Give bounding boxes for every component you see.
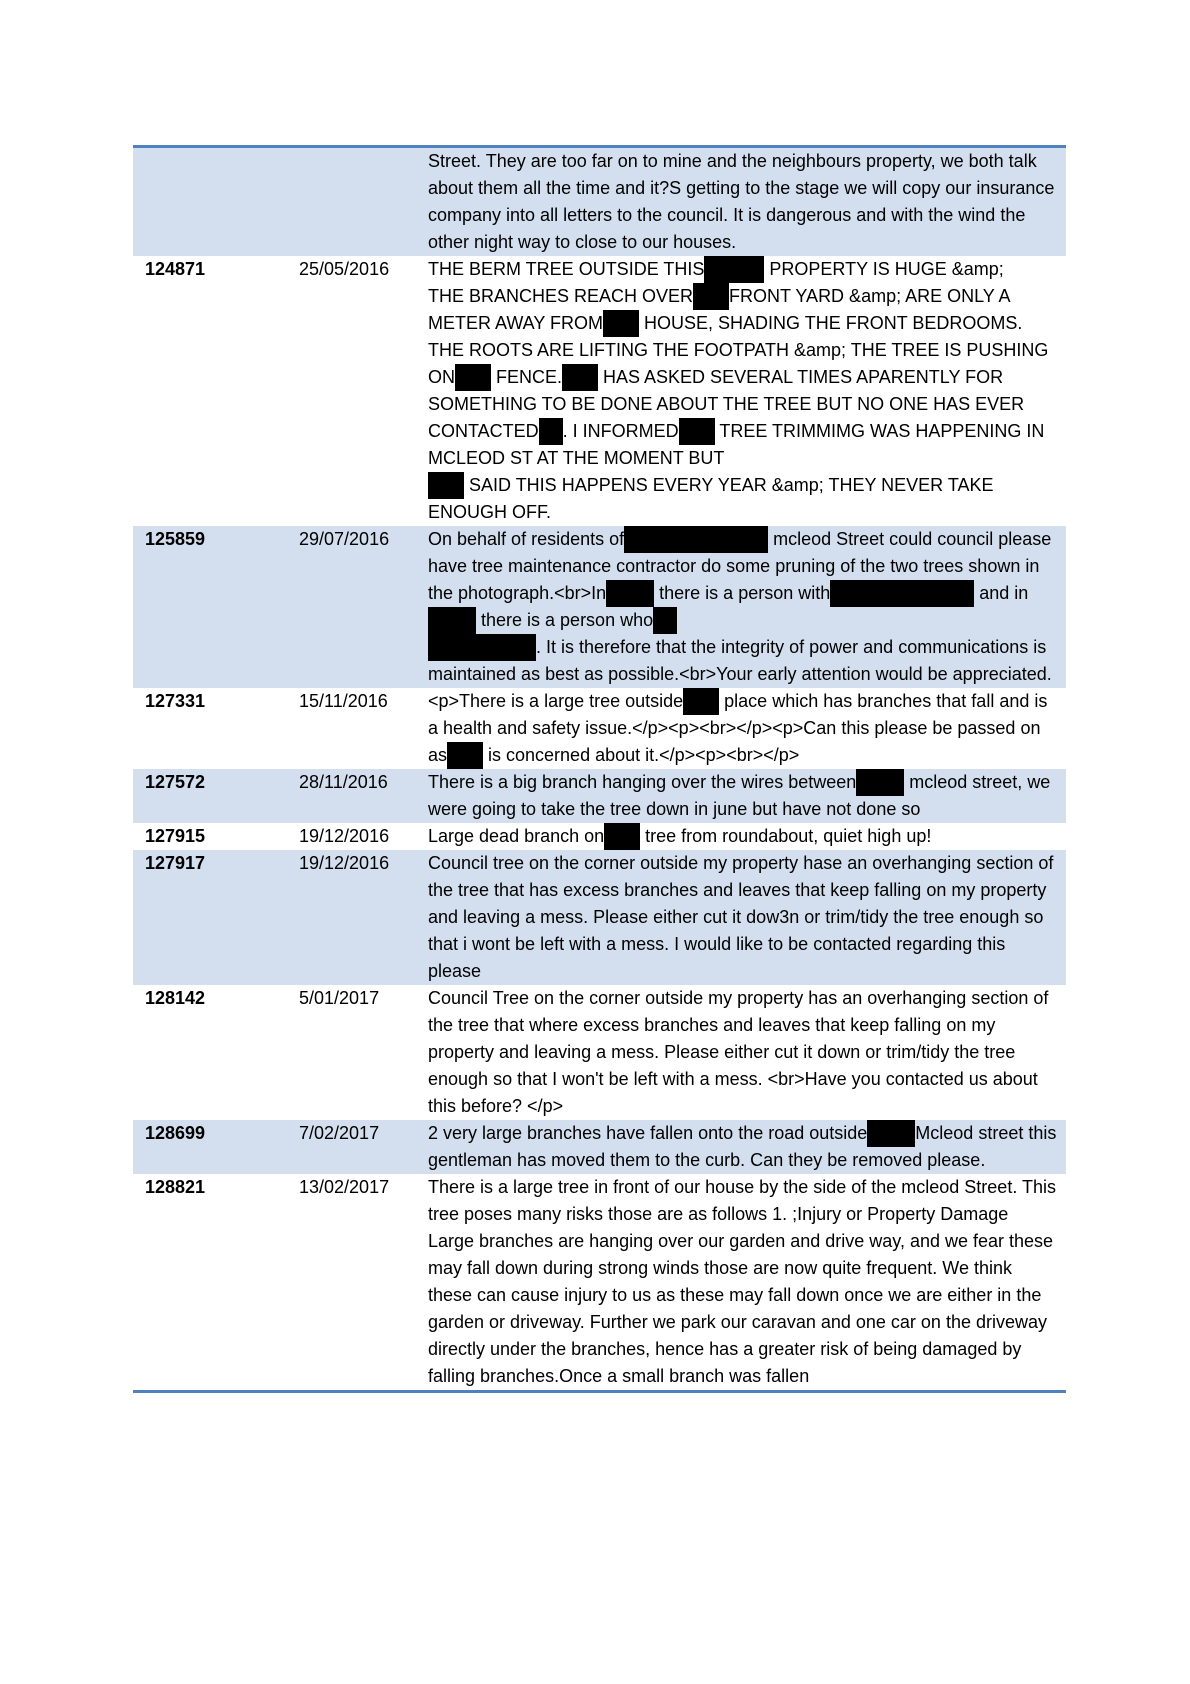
request-description (424, 526, 1066, 688)
request-date: 13/02/2017 (299, 1177, 390, 1197)
request-description (424, 850, 1066, 985)
request-description (424, 688, 1066, 769)
request-date: 29/07/2016 (299, 529, 390, 549)
request-id: 125859 (145, 529, 206, 549)
description-text: THE BERM TREE OUTSIDE THIS (428, 259, 705, 279)
redaction-block (604, 823, 640, 850)
request-date (282, 148, 424, 256)
description-text: and in (974, 583, 1029, 603)
table-row (133, 1174, 1066, 1390)
description-text: There is a big branch hanging over the wires between (428, 772, 857, 792)
description-text: Council tree on the corner outside my property hase an overhanging section of the tree that has excess branches and leaves that keep falling on my property and leaving a mess. Please either cut it dow3n or trim/tidy the tree enough so that i wont be left with a mess. I would like to be contacted regarding this please (428, 853, 1054, 981)
redaction-block (856, 769, 904, 796)
request-description (424, 769, 1066, 823)
description-text: There is a large tree in front of our house by the side of the mcleod Street. This tree poses many risks those are as follows 1. ;Injury or Property Damage Large branches are hanging over our garden and drive way, and we fear these may fall down during strong winds those are now quite frequent. We think these can cause injury to us as these may fall down once we are either in the garden or driveway. Further we park our caravan and one car on the driveway directly under the branches, hence has a greater risk of being damaged by falling branches.Once a small branch was fallen (428, 1177, 1057, 1386)
description-text: . It is therefore that the integrity of power and communications is maintained as best as possible.<br>Your early attention would be appreciated. (428, 637, 1052, 684)
redaction-block (428, 607, 476, 634)
description-text: mcleod street, we were going to take the tree down in june but have not done so (428, 772, 1051, 819)
table-row (133, 769, 1066, 823)
complaints-table (133, 145, 1066, 1393)
redaction-block (539, 418, 563, 445)
request-date: 19/12/2016 (299, 826, 390, 846)
description-text: FRONT YARD &amp; ARE ONLY A METER AWAY FROM (428, 286, 1010, 333)
request-description (424, 256, 1066, 526)
redaction-block (704, 256, 764, 283)
request-id: 127331 (145, 691, 206, 711)
description-text: . I INFORMED (562, 421, 679, 441)
redaction-block (455, 364, 491, 391)
description-text: FENCE. (491, 367, 563, 387)
request-id: 128142 (145, 988, 206, 1008)
request-description (424, 1120, 1066, 1174)
description-text: HAS ASKED SEVERAL TIMES APARENTLY FOR SOMETHING TO BE DONE ABOUT THE TREE BUT NO ONE HAS EVER CONTACTED (428, 367, 1025, 441)
redaction-block (653, 607, 677, 634)
redaction-block (428, 634, 536, 661)
request-date: 19/12/2016 (299, 853, 390, 873)
table-row (133, 688, 1066, 769)
request-id: 127572 (145, 772, 206, 792)
request-id: 128699 (145, 1123, 206, 1143)
redaction-block (606, 580, 654, 607)
table-row (133, 850, 1066, 985)
request-date: 25/05/2016 (299, 259, 390, 279)
description-text: TREE TRIMMIMG WAS HAPPENING IN MCLEOD ST AT THE MOMENT BUT (428, 421, 1045, 468)
request-date: 28/11/2016 (299, 772, 388, 792)
description-text: mcleod Street could council please have tree maintenance contractor do some pruning of the two trees shown in the photograph.<br>In (428, 529, 1052, 603)
description-text: there is a person with (654, 583, 831, 603)
description-text: <p>There is a large tree outside (428, 691, 684, 711)
table-row (133, 148, 1066, 256)
description-text: Street. They are too far on to mine and the neighbours property, we both talk about them all the time and it?S getting to the stage we will copy our insurance company into all letters to the council. It is dangerous and with the wind the other night way to close to our houses. (428, 151, 1055, 252)
description-text: HOUSE, SHADING THE FRONT BEDROOMS. THE ROOTS ARE LIFTING THE FOOTPATH &amp; THE TREE IS PUSHING ON (428, 313, 1049, 387)
redaction-block (428, 472, 464, 499)
description-text: 2 very large branches have fallen onto the road outside (428, 1123, 868, 1143)
redaction-block (693, 283, 729, 310)
description-text: Large dead branch on (428, 826, 605, 846)
description-text: PROPERTY IS HUGE &amp; THE BRANCHES REACH OVER (428, 259, 1004, 306)
description-text: Council Tree on the corner outside my property has an overhanging section of the tree that where excess branches and leaves that keep falling on my property and leaving a mess. Please either cut it down or trim/tidy the tree enough so that I won't be left with a mess. <br>Have you contacted us about this before? </p> (428, 988, 1049, 1116)
table-row (133, 823, 1066, 850)
request-id: 124871 (145, 259, 206, 279)
table-row (133, 1120, 1066, 1174)
redaction-block (603, 310, 639, 337)
request-description (424, 985, 1066, 1120)
request-date: 15/11/2016 (299, 691, 388, 711)
request-description (424, 823, 1066, 850)
request-date: 5/01/2017 (299, 988, 380, 1008)
request-id: 127915 (145, 826, 206, 846)
description-text: SAID THIS HAPPENS EVERY YEAR &amp; THEY NEVER TAKE ENOUGH OFF. (428, 475, 994, 522)
table-row (133, 256, 1066, 526)
description-text: there is a person who (476, 610, 654, 630)
redaction-block (624, 526, 768, 553)
request-description (424, 1174, 1066, 1390)
description-text: On behalf of residents of (428, 529, 625, 549)
request-id: 128821 (145, 1177, 206, 1197)
redaction-block (867, 1120, 915, 1147)
redaction-block (562, 364, 598, 391)
redaction-block (679, 418, 715, 445)
description-text: place which has branches that fall and is a health and safety issue.</p><p><br></p><p>Can this please be passed on as (428, 691, 1048, 765)
redaction-block (683, 688, 719, 715)
description-text: tree from roundabout, quiet high up! (640, 826, 932, 846)
redaction-block (830, 580, 974, 607)
request-description (424, 148, 1066, 256)
table-row (133, 526, 1066, 688)
redaction-block (447, 742, 483, 769)
description-text: Mcleod street this gentleman has moved them to the curb. Can they be removed please. (428, 1123, 1057, 1170)
request-date: 7/02/2017 (299, 1123, 380, 1143)
table-row (133, 985, 1066, 1120)
request-id (133, 148, 282, 256)
request-id: 127917 (145, 853, 206, 873)
description-text: is concerned about it.</p><p><br></p> (483, 745, 800, 765)
